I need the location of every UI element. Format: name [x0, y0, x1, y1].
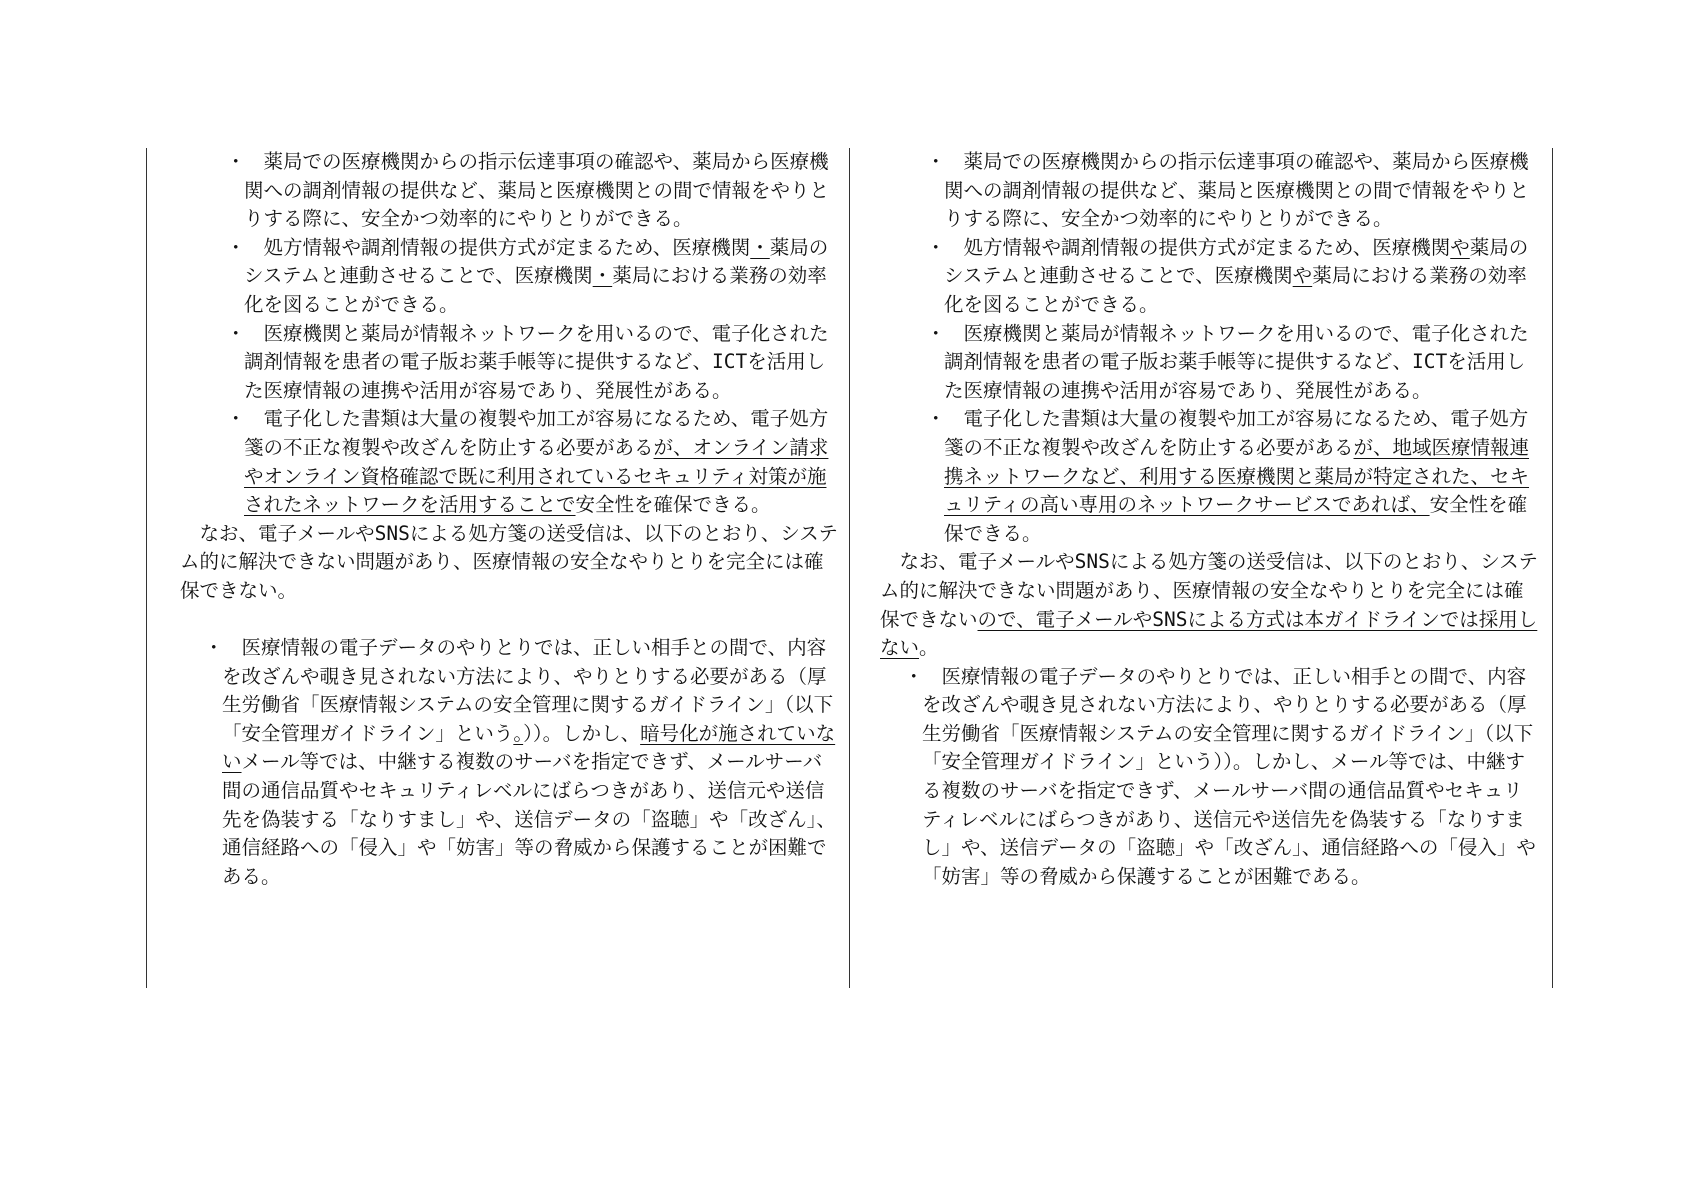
- text: 安全性を確保できる。: [944, 493, 1528, 545]
- text: 電子化した書類は大量の複製や加工が容易になるため、電子処方箋の不正な複製や改ざんを防止する必要がある: [244, 407, 829, 459]
- bullet-dot: ・: [226, 321, 246, 345]
- underlined-text: ので、電子メールやSNSによる方式は本ガイドラインでは採用しない: [880, 607, 1538, 660]
- bullet-dot: ・: [926, 235, 946, 259]
- text: 薬局における業務の効率化を図ることができる。: [944, 264, 1527, 316]
- underlined-text: ・: [750, 235, 770, 259]
- left-outer-rule: [146, 148, 147, 988]
- underlined-text: 。: [513, 721, 524, 745]
- left-column: [180, 148, 840, 891]
- left-bottom-bullet: [180, 634, 840, 891]
- right-column: [880, 148, 1540, 891]
- text: 安全性を確保できる。: [575, 493, 771, 517]
- underlined-text: や: [1450, 235, 1470, 259]
- underlined-text: が、地域医療情報連携ネットワークなど、利用する医療機関と薬局が特定された、セキュリティの高い専用のネットワークサービスであれば、: [944, 435, 1530, 517]
- text: ））。しかし、: [523, 721, 641, 745]
- text: 医療機関と薬局が情報ネットワークを用いるので、電子化された調剤情報を患者の電子版お薬手帳等に提供するなど、ICTを活用した医療情報の連携や活用が容易であり、発展性がある。: [244, 321, 829, 402]
- center-rule: [849, 148, 850, 988]
- text: 。: [919, 636, 939, 660]
- right-bullet-2: [880, 234, 1540, 320]
- bullet-dot: ・: [904, 664, 924, 688]
- right-bullet-1: [880, 148, 1540, 234]
- underlined-text: ・: [592, 264, 613, 288]
- text: 薬局のシステムと連動させることで、医療機関: [244, 235, 829, 288]
- left-bullet-2: [180, 234, 840, 320]
- text: 薬局での医療機関からの指示伝達事項の確認や、薬局から医療機関への調剤情報の提供など、薬局と医療機関との間で情報をやりとりする際に、安全かつ効率的にやりとりができる。: [244, 150, 830, 231]
- right-bullet-3: [880, 320, 1540, 406]
- text: 医療情報の電子データのやりとりでは、正しい相手との間で、内容を改ざんや覗き見されない方法により、やりとりする必要がある（厚生労働省「医療情報システムの安全管理に関するガイドライン」（以下「安全管理ガイドライン」という））。しかし、メール等では、中継する複数のサーバを指定できず、メールサーバ間の通信品質やセキュリティレベルにばらつきがあり、送信元や送信先を偽装する「なりすまし」や、送信データの「盗聴」や「改ざん」、通信経路への「侵入」や「妨害」等の脅威から保護することが困難である。: [922, 664, 1536, 888]
- text: なお、電子メールやSNSによる処方箋の送受信は、以下のとおり、システム的に解決できない問題があり、医療情報の安全なやりとりを完全には確保できない。: [180, 521, 838, 602]
- right-bullet-4: [880, 405, 1540, 548]
- right-outer-rule: [1552, 148, 1553, 988]
- left-bullet-3: [180, 320, 840, 406]
- bullet-dot: ・: [226, 407, 246, 431]
- text: なお、電子メールやSNSによる処方箋の送受信は、以下のとおり、システム的に解決できない問題があり、医療情報の安全なやりとりを完全には確保できない: [880, 550, 1538, 631]
- left-bullet-4: [180, 405, 840, 519]
- text: メール等では、中継する複数のサーバを指定できず、メールサーバ間の通信品質やセキュリティレベルにばらつきがあり、送信元や送信先を偽装する「なりすまし」や、送信データの「盗聴」や「改ざん」、通信経路への「侵入」や「妨害」等の脅威から保護することが困難である。: [222, 750, 836, 888]
- text: 医療情報の電子データのやりとりでは、正しい相手との間で、内容を改ざんや覗き見されない方法により、やりとりする必要がある（厚生労働省「医療情報システムの安全管理に関するガイドライン」（以下「安全管理ガイドライン」という: [222, 636, 834, 745]
- text: 薬局のシステムと連動させることで、医療機関: [944, 235, 1529, 288]
- text: 医療機関と薬局が情報ネットワークを用いるので、電子化された調剤情報を患者の電子版お薬手帳等に提供するなど、ICTを活用した医療情報の連携や活用が容易であり、発展性がある。: [944, 321, 1529, 402]
- left-note: [180, 520, 840, 606]
- underlined-text: や: [1292, 264, 1313, 288]
- text: 処方情報や調剤情報の提供方式が定まるため、医療機関: [244, 235, 751, 259]
- bullet-dot: ・: [926, 150, 946, 173]
- bullet-dot: ・: [926, 321, 946, 345]
- underlined-text: 暗号化が施されていない: [222, 721, 836, 774]
- right-bottom-bullet: [880, 663, 1540, 892]
- bullet-dot: ・: [204, 636, 224, 660]
- bullet-dot: ・: [226, 150, 246, 173]
- text: 薬局での医療機関からの指示伝達事項の確認や、薬局から医療機関への調剤情報の提供など、薬局と医療機関との間で情報をやりとりする際に、安全かつ効率的にやりとりができる。: [944, 150, 1530, 231]
- bullet-dot: ・: [226, 235, 246, 259]
- underlined-text: が、オンライン請求やオンライン資格確認で既に利用されているセキュリティ対策が施されたネットワークを活用することで: [244, 435, 829, 517]
- bullet-dot: ・: [926, 407, 946, 431]
- text: 処方情報や調剤情報の提供方式が定まるため、医療機関: [944, 235, 1451, 259]
- right-note: [880, 548, 1540, 662]
- text: 薬局における業務の効率化を図ることができる。: [244, 264, 827, 316]
- left-bullet-1: [180, 148, 840, 234]
- text: 電子化した書類は大量の複製や加工が容易になるため、電子処方箋の不正な複製や改ざんを防止する必要がある: [944, 407, 1529, 459]
